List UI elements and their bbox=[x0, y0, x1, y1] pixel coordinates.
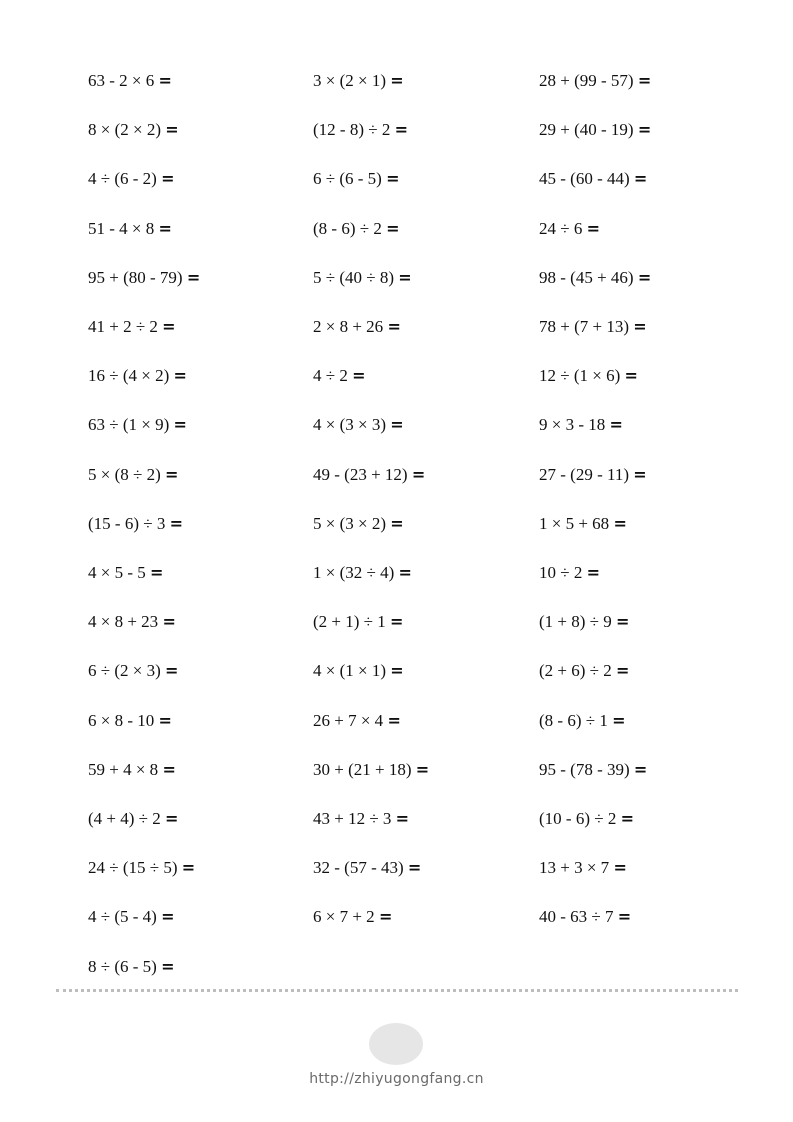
math-problem bbox=[539, 365, 638, 387]
dotted-divider bbox=[56, 989, 738, 992]
problem-expression: 1 × (32 ÷ 4) bbox=[313, 563, 395, 582]
math-problem bbox=[539, 710, 625, 732]
equals-sign: = bbox=[158, 710, 172, 730]
equals-sign: = bbox=[616, 612, 630, 632]
math-problem bbox=[88, 906, 174, 928]
problem-expression: 78 + (7 + 13) bbox=[539, 317, 629, 336]
equals-sign: = bbox=[620, 809, 634, 828]
equals-sign: = bbox=[616, 661, 630, 681]
problem-expression: 26 + 7 × 4 bbox=[313, 710, 384, 730]
math-problem bbox=[88, 759, 176, 781]
math-problem bbox=[539, 267, 651, 289]
equals-sign: = bbox=[386, 218, 400, 238]
math-problem bbox=[88, 316, 176, 338]
math-problem bbox=[313, 70, 404, 92]
problem-expression: (8 - 6) ÷ 2 bbox=[313, 218, 382, 238]
math-problem bbox=[313, 710, 401, 732]
problem-expression: 1 × 5 + 68 bbox=[539, 513, 610, 533]
problem-expression: 24 ÷ 6 bbox=[539, 218, 583, 238]
equals-sign: = bbox=[398, 563, 412, 582]
math-problem bbox=[539, 119, 651, 141]
problem-expression: 95 + (80 - 79) bbox=[88, 267, 183, 287]
math-problem bbox=[88, 857, 195, 879]
problem-expression: 45 - (60 - 44) bbox=[539, 169, 630, 189]
problem-expression: 4 × 5 - 5 bbox=[88, 563, 146, 582]
problem-expression: 32 - (57 - 43) bbox=[313, 858, 404, 878]
math-problem bbox=[313, 168, 399, 190]
equals-sign: = bbox=[394, 120, 408, 140]
equals-sign: = bbox=[637, 120, 652, 140]
math-problem bbox=[539, 808, 634, 830]
math-problem bbox=[313, 906, 392, 928]
equals-sign: = bbox=[637, 267, 652, 287]
math-problem bbox=[313, 759, 429, 781]
math-problem bbox=[539, 660, 629, 682]
problem-expression: 98 - (45 + 46) bbox=[539, 267, 634, 287]
equals-sign: = bbox=[173, 415, 187, 435]
problem-expression: 5 ÷ (40 ÷ 8) bbox=[313, 267, 394, 287]
problem-expression: 95 - (78 - 39) bbox=[539, 759, 630, 779]
math-problem bbox=[88, 218, 172, 240]
equals-sign: = bbox=[387, 317, 401, 336]
math-problem bbox=[313, 513, 404, 535]
problem-expression: 3 × (2 × 1) bbox=[313, 71, 386, 90]
math-problem bbox=[539, 611, 629, 633]
problem-expression: 8 ÷ (6 - 5) bbox=[88, 956, 157, 976]
math-problem bbox=[88, 267, 200, 289]
math-problem bbox=[539, 218, 600, 240]
math-problem bbox=[88, 513, 183, 535]
equals-sign: = bbox=[169, 513, 183, 533]
footer-logo-placeholder bbox=[369, 1023, 423, 1065]
problem-expression: 6 × 8 - 10 bbox=[88, 710, 155, 730]
equals-sign: = bbox=[165, 809, 179, 828]
math-problem bbox=[313, 464, 425, 486]
equals-sign: = bbox=[162, 759, 176, 779]
math-problem bbox=[539, 70, 651, 92]
math-problem bbox=[88, 956, 174, 978]
problem-expression: (1 + 8) ÷ 9 bbox=[539, 612, 612, 632]
math-problem bbox=[539, 857, 627, 879]
math-problem bbox=[88, 808, 178, 830]
problem-expression: 5 × (8 ÷ 2) bbox=[88, 464, 161, 484]
equals-sign: = bbox=[161, 956, 175, 976]
problem-expression: 4 × 8 + 23 bbox=[88, 612, 159, 632]
math-problem bbox=[313, 316, 401, 338]
equals-sign: = bbox=[390, 612, 404, 632]
math-problem bbox=[88, 168, 174, 190]
math-problem bbox=[313, 218, 399, 240]
problem-expression: 6 ÷ (2 × 3) bbox=[88, 661, 161, 681]
math-problem bbox=[313, 808, 409, 830]
math-problem bbox=[539, 906, 631, 928]
problem-expression: 40 - 63 ÷ 7 bbox=[539, 907, 614, 927]
equals-sign: = bbox=[411, 464, 426, 484]
equals-sign: = bbox=[352, 366, 366, 386]
equals-sign: = bbox=[162, 612, 176, 632]
problem-expression: 41 + 2 ÷ 2 bbox=[88, 317, 158, 336]
equals-sign: = bbox=[633, 169, 648, 189]
math-problem bbox=[313, 562, 412, 584]
problem-expression: (4 + 4) ÷ 2 bbox=[88, 809, 161, 828]
problem-expression: 24 ÷ (15 ÷ 5) bbox=[88, 858, 178, 878]
equals-sign: = bbox=[162, 317, 176, 336]
problem-expression: 28 + (99 - 57) bbox=[539, 71, 634, 90]
equals-sign: = bbox=[395, 809, 410, 828]
math-problem bbox=[88, 562, 163, 584]
equals-sign: = bbox=[378, 907, 393, 927]
equals-sign: = bbox=[612, 710, 626, 730]
problem-expression: 12 ÷ (1 × 6) bbox=[539, 366, 621, 386]
math-problem bbox=[88, 70, 172, 92]
math-problem bbox=[88, 414, 187, 436]
problem-expression: 4 ÷ (5 - 4) bbox=[88, 907, 157, 927]
equals-sign: = bbox=[390, 513, 404, 533]
math-problem bbox=[88, 464, 178, 486]
equals-sign: = bbox=[150, 563, 164, 582]
equals-sign: = bbox=[161, 169, 175, 189]
footer-url[interactable]: http://zhiyugongfang.cn bbox=[309, 1071, 484, 1087]
equals-sign: = bbox=[186, 267, 201, 287]
problem-expression: 63 ÷ (1 × 9) bbox=[88, 415, 170, 435]
problem-expression: 9 × 3 - 18 bbox=[539, 415, 606, 435]
equals-sign: = bbox=[165, 120, 179, 140]
math-problem bbox=[313, 414, 404, 436]
math-problem bbox=[539, 513, 627, 535]
equals-sign: = bbox=[390, 415, 404, 435]
equals-sign: = bbox=[407, 858, 422, 878]
equals-sign: = bbox=[637, 71, 652, 90]
problem-expression: 63 - 2 × 6 bbox=[88, 71, 155, 90]
math-problem bbox=[88, 660, 178, 682]
problem-expression: 43 + 12 ÷ 3 bbox=[313, 809, 392, 828]
math-problem bbox=[539, 414, 623, 436]
problem-expression: 59 + 4 × 8 bbox=[88, 759, 159, 779]
problem-expression: 27 - (29 - 11) bbox=[539, 464, 630, 484]
problem-expression: (10 - 6) ÷ 2 bbox=[539, 809, 617, 828]
problem-expression: 4 × (3 × 3) bbox=[313, 415, 386, 435]
equals-sign: = bbox=[415, 759, 430, 779]
problem-expression: 13 + 3 × 7 bbox=[539, 858, 610, 878]
math-problem bbox=[313, 267, 412, 289]
problem-expression: 4 × (1 × 1) bbox=[313, 661, 386, 681]
problem-expression: 4 ÷ 2 bbox=[313, 366, 348, 386]
equals-sign: = bbox=[586, 218, 600, 238]
problem-expression: 16 ÷ (4 × 2) bbox=[88, 366, 170, 386]
problem-expression: 8 × (2 × 2) bbox=[88, 120, 161, 140]
problem-expression: (8 - 6) ÷ 1 bbox=[539, 710, 608, 730]
equals-sign: = bbox=[613, 513, 627, 533]
problem-expression: 10 ÷ 2 bbox=[539, 563, 583, 582]
math-problem bbox=[88, 119, 179, 141]
math-problem bbox=[539, 562, 600, 584]
problem-expression: 2 × 8 + 26 bbox=[313, 317, 384, 336]
math-problem bbox=[88, 710, 172, 732]
problem-expression: 49 - (23 + 12) bbox=[313, 464, 408, 484]
equals-sign: = bbox=[386, 169, 400, 189]
equals-sign: = bbox=[161, 907, 175, 927]
problem-expression: (2 + 1) ÷ 1 bbox=[313, 612, 386, 632]
equals-sign: = bbox=[387, 710, 401, 730]
problem-expression: 4 ÷ (6 - 2) bbox=[88, 169, 157, 189]
equals-sign: = bbox=[624, 366, 638, 386]
equals-sign: = bbox=[398, 267, 412, 287]
equals-sign: = bbox=[617, 907, 632, 927]
equals-sign: = bbox=[609, 415, 623, 435]
equals-sign: = bbox=[158, 218, 172, 238]
equals-sign: = bbox=[390, 71, 404, 90]
equals-sign: = bbox=[633, 317, 647, 336]
math-problem bbox=[539, 464, 647, 486]
math-problem bbox=[539, 168, 647, 190]
math-problem bbox=[88, 365, 187, 387]
math-problem bbox=[313, 119, 408, 141]
equals-sign: = bbox=[165, 464, 179, 484]
math-problem bbox=[313, 611, 403, 633]
problem-expression: (2 + 6) ÷ 2 bbox=[539, 661, 612, 681]
math-problem bbox=[88, 611, 176, 633]
problem-expression: (12 - 8) ÷ 2 bbox=[313, 120, 391, 140]
equals-sign: = bbox=[633, 464, 647, 484]
equals-sign: = bbox=[633, 759, 648, 779]
math-problem bbox=[313, 365, 366, 387]
equals-sign: = bbox=[173, 366, 187, 386]
problem-expression: 6 ÷ (6 - 5) bbox=[313, 169, 382, 189]
problem-expression: 30 + (21 + 18) bbox=[313, 759, 412, 779]
equals-sign: = bbox=[158, 71, 172, 90]
equals-sign: = bbox=[165, 661, 179, 681]
equals-sign: = bbox=[181, 858, 196, 878]
problem-expression: 6 × 7 + 2 bbox=[313, 907, 375, 927]
equals-sign: = bbox=[390, 661, 404, 681]
problem-expression: 51 - 4 × 8 bbox=[88, 218, 155, 238]
equals-sign: = bbox=[586, 563, 600, 582]
math-problem bbox=[539, 316, 647, 338]
math-problem bbox=[539, 759, 647, 781]
math-problem bbox=[313, 660, 404, 682]
equals-sign: = bbox=[613, 858, 627, 878]
math-problem bbox=[313, 857, 421, 879]
problem-expression: 5 × (3 × 2) bbox=[313, 513, 386, 533]
problem-expression: 29 + (40 - 19) bbox=[539, 120, 634, 140]
problem-expression: (15 - 6) ÷ 3 bbox=[88, 513, 166, 533]
